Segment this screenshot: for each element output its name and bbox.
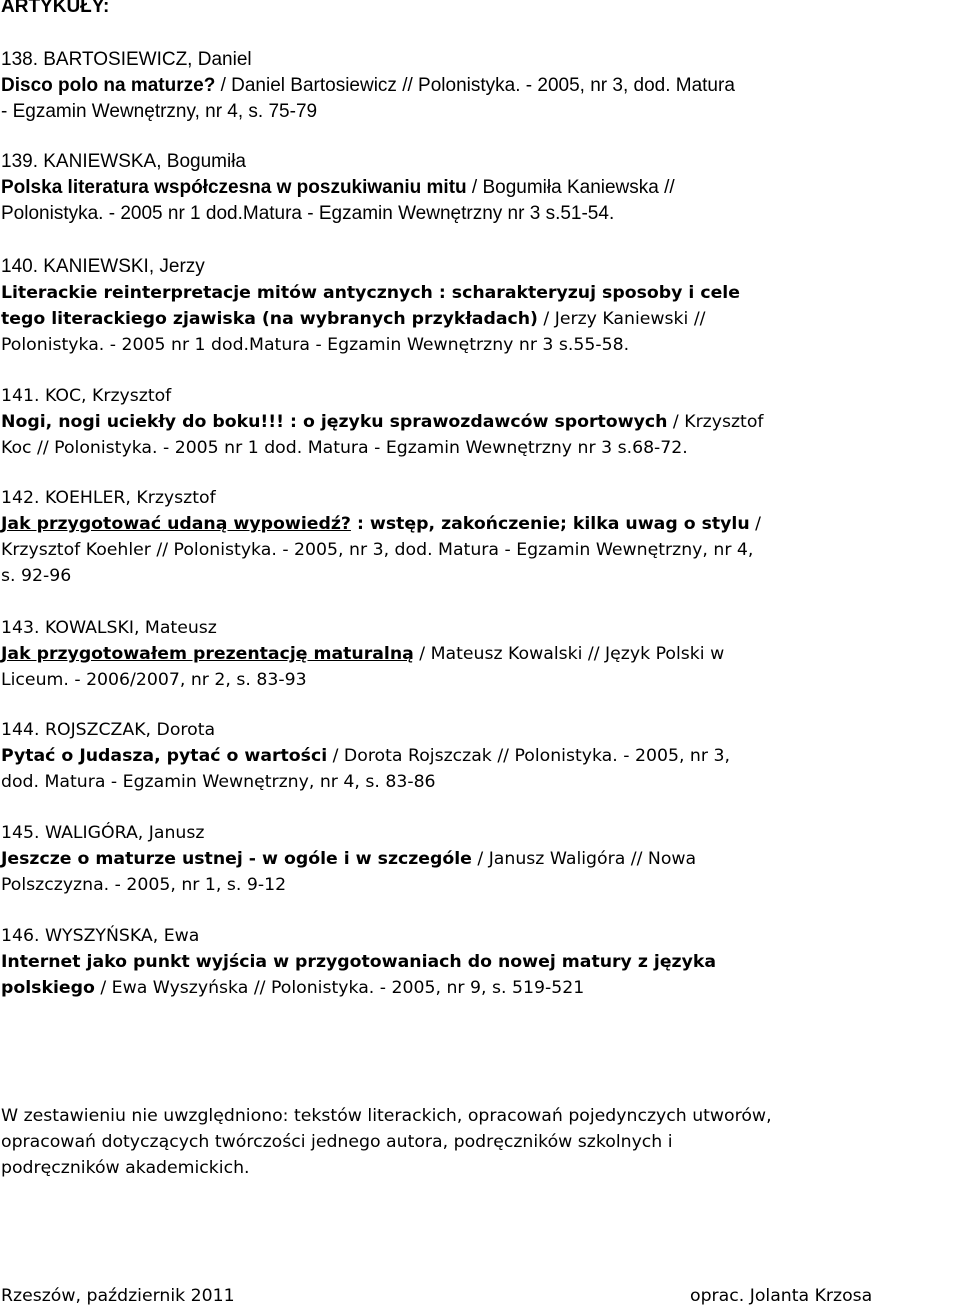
entry-title: Polska literatura współczesna w poszukiwaniu mitu	[1, 177, 467, 198]
entry-number-author: 142. KOEHLER, Krzysztof	[1, 488, 216, 508]
entry-citation-continued: Polonistyka. - 2005 nr 1 dod.Matura - Egzamin Wewnętrzny nr 3 s.51-54.	[1, 203, 615, 224]
bibliography-entry-140	[1, 254, 956, 358]
note-line: opracowań dotyczących twórczości jednego autora, podręczników szkolnych i	[1, 1132, 673, 1152]
bibliography-entry-143	[1, 615, 956, 693]
entry-title: Internet jako punkt wyjścia w przygotowaniach do nowej matury z języka	[1, 952, 717, 972]
bibliography-entry-144	[1, 717, 956, 795]
entry-citation: / Bogumiła Kaniewska //	[466, 177, 675, 198]
note-line: podręczników akademickich.	[1, 1158, 250, 1178]
entry-title-continued: polskiego	[1, 978, 95, 998]
entry-title: Disco polo na maturze?	[1, 75, 216, 96]
bibliography-entry-138	[1, 47, 956, 125]
entry-citation: / Ewa Wyszyńska // Polonistyka. - 2005, nr 9, s. 519-521	[94, 978, 585, 998]
entry-title: Literackie reinterpretacje mitów antycznych : scharakteryzuj sposoby i cele	[1, 283, 740, 303]
entry-citation: / Jerzy Kaniewski //	[537, 309, 706, 329]
entry-citation-continued: Polonistyka. - 2005 nr 1 dod.Matura - Egzamin Wewnętrzny nr 3 s.55-58.	[1, 335, 630, 355]
entry-citation-continued: Polszczyzna. - 2005, nr 1, s. 9-12	[1, 875, 287, 895]
entry-title: Jeszcze o maturze ustnej - w ogóle i w szczególe	[1, 849, 472, 869]
entry-number-author: 145. WALIGÓRA, Janusz	[1, 823, 205, 843]
entry-number-author: 141. KOC, Krzysztof	[1, 386, 172, 406]
entry-number-author: 143. KOWALSKI, Mateusz	[1, 618, 217, 638]
entry-title: Jak przygotować udaną wypowiedź?	[1, 514, 351, 534]
entry-number-author: 144. ROJSZCZAK, Dorota	[1, 720, 216, 740]
entry-number-author: 138. BARTOSIEWICZ, Daniel	[1, 49, 252, 70]
entry-citation: / Mateusz Kowalski // Język Polski w	[413, 644, 725, 664]
entry-citation: / Janusz Waligóra // Nowa	[471, 849, 697, 869]
bibliography-entry-145	[1, 820, 956, 898]
entry-citation: / Krzysztof	[667, 412, 764, 432]
entry-title: Jak przygotowałem prezentację maturalną	[1, 644, 414, 664]
footer-place-date: Rzeszów, październik 2011	[1, 1286, 235, 1306]
entry-title: Pytać o Judasza, pytać o wartości	[1, 746, 328, 766]
entry-title-continued: tego literackiego zjawiska (na wybranych przykładach)	[1, 309, 538, 329]
bibliography-entry-142	[1, 485, 956, 589]
entry-citation-continued: - Egzamin Wewnętrzny, nr 4, s. 75-79	[1, 101, 318, 122]
section-title: ARTYKUŁY:	[1, 0, 110, 17]
exclusion-note	[1, 1103, 956, 1181]
bibliography-entry-146	[1, 923, 956, 1001]
entry-pages: s. 92-96	[1, 566, 72, 586]
entry-citation: / Dorota Rojszczak // Polonistyka. - 2005, nr 3,	[327, 746, 730, 766]
entry-title: Nogi, nogi uciekły do boku!!! : o języku sprawozdawców sportowych	[1, 412, 668, 432]
entry-number-author: 140. KANIEWSKI, Jerzy	[1, 256, 205, 277]
entry-subtitle: : wstęp, zakończenie; kilka uwag o stylu	[350, 514, 750, 534]
entry-citation: / Daniel Bartosiewicz // Polonistyka. - 2005, nr 3, dod. Matura	[215, 75, 735, 96]
entry-number-author: 139. KANIEWSKA, Bogumiła	[1, 151, 246, 172]
bibliography-entry-139	[1, 149, 956, 227]
entry-citation: /	[749, 514, 761, 534]
entry-citation-continued: Liceum. - 2006/2007, nr 2, s. 83-93	[1, 670, 307, 690]
entry-citation-continued: dod. Matura - Egzamin Wewnętrzny, nr 4, s. 83-86	[1, 772, 436, 792]
note-line: W zestawieniu nie uwzględniono: tekstów literackich, opracowań pojedynczych utworów,	[1, 1106, 772, 1126]
bibliography-entry-141	[1, 383, 956, 461]
entry-citation-continued: Koc // Polonistyka. - 2005 nr 1 dod. Matura - Egzamin Wewnętrzny nr 3 s.68-72.	[1, 438, 688, 458]
entry-citation-continued: Krzysztof Koehler // Polonistyka. - 2005, nr 3, dod. Matura - Egzamin Wewnętrzny, nr 4,	[1, 540, 754, 560]
entry-number-author: 146. WYSZYŃSKA, Ewa	[1, 926, 200, 946]
footer-author: oprac. Jolanta Krzosa	[690, 1286, 873, 1306]
